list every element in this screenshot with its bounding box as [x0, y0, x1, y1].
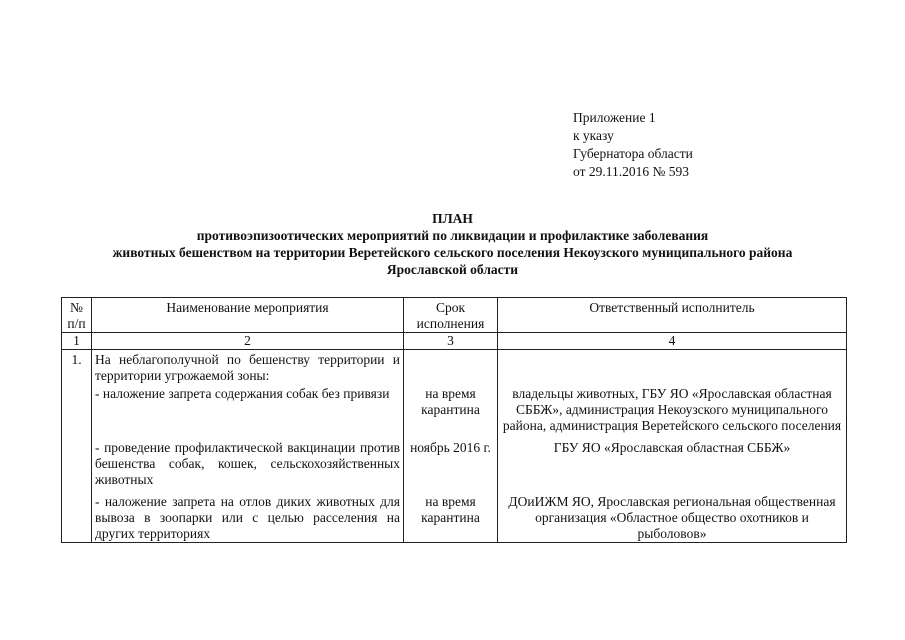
- document-title: [40, 210, 865, 278]
- row-3-executor: ДОиИЖМ ЯО, Ярославская региональная общественная организация «Областное общество охотников и рыболовов»: [498, 488, 847, 543]
- row-2-executor: ГБУ ЯО «Ярославская областная СББЖ»: [498, 434, 847, 488]
- row-3-name: - наложение запрета на отлов диких животных для вывоза в зоопарки или с целью расселения на других территориях: [92, 488, 404, 543]
- header-executor: Ответственный исполнитель: [498, 298, 847, 333]
- row-1-term: на время карантина: [404, 384, 498, 434]
- appendix-line-1: Приложение 1: [573, 110, 656, 125]
- section-row: [62, 350, 847, 385]
- row-num-empty: [62, 488, 92, 543]
- plan-table: [61, 297, 847, 543]
- row-num-empty: [62, 384, 92, 434]
- row-1-executor: владельцы животных, ГБУ ЯО «Ярославская областная СББЖ», администрация Некоузского муниципального района, администрация Веретейского сельского поселения: [498, 384, 847, 434]
- header-term: [404, 298, 498, 333]
- appendix-block: [573, 109, 693, 181]
- column-number-3: 3: [404, 333, 498, 350]
- title-line-4: Ярославской области: [386, 262, 519, 277]
- table-header-row: [62, 298, 847, 333]
- header-num-line-2: п/п: [67, 316, 86, 331]
- section-number: 1.: [62, 350, 92, 385]
- column-number-row: [62, 333, 847, 350]
- section-text: На неблагополучной по бешенству территории и территории угрожаемой зоны:: [92, 350, 404, 385]
- table-row: [62, 488, 847, 543]
- table-row: [62, 434, 847, 488]
- row-1-name: - наложение запрета содержания собак без привязи: [92, 384, 404, 434]
- header-num-line-1: №: [70, 300, 83, 315]
- appendix-line-4: от 29.11.2016 № 593: [573, 164, 689, 179]
- section-executor-empty: [498, 350, 847, 385]
- section-term-empty: [404, 350, 498, 385]
- appendix-line-2: к указу: [573, 128, 614, 143]
- appendix-line-3: Губернатора области: [573, 146, 693, 161]
- table-row: [62, 384, 847, 434]
- header-term-line-1: Срок: [435, 300, 466, 315]
- header-term-line-2: исполнения: [416, 316, 485, 331]
- column-number-1: 1: [62, 333, 92, 350]
- header-num: [62, 298, 92, 333]
- row-2-term: ноябрь 2016 г.: [404, 434, 498, 488]
- title-line-3: животных бешенством на территории Веретейского сельского поселения Некоузского муниципального района: [112, 245, 793, 260]
- row-2-name: - проведение профилактической вакцинации против бешенства собак, кошек, сельскохозяйственных животных: [92, 434, 404, 488]
- column-number-4: 4: [498, 333, 847, 350]
- title-line-2: противоэпизоотических мероприятий по ликвидации и профилактике заболевания: [196, 228, 709, 243]
- row-3-term: на время карантина: [404, 488, 498, 543]
- row-num-empty: [62, 434, 92, 488]
- column-number-2: 2: [92, 333, 404, 350]
- header-name: Наименование мероприятия: [92, 298, 404, 333]
- title-line-1: ПЛАН: [432, 211, 473, 226]
